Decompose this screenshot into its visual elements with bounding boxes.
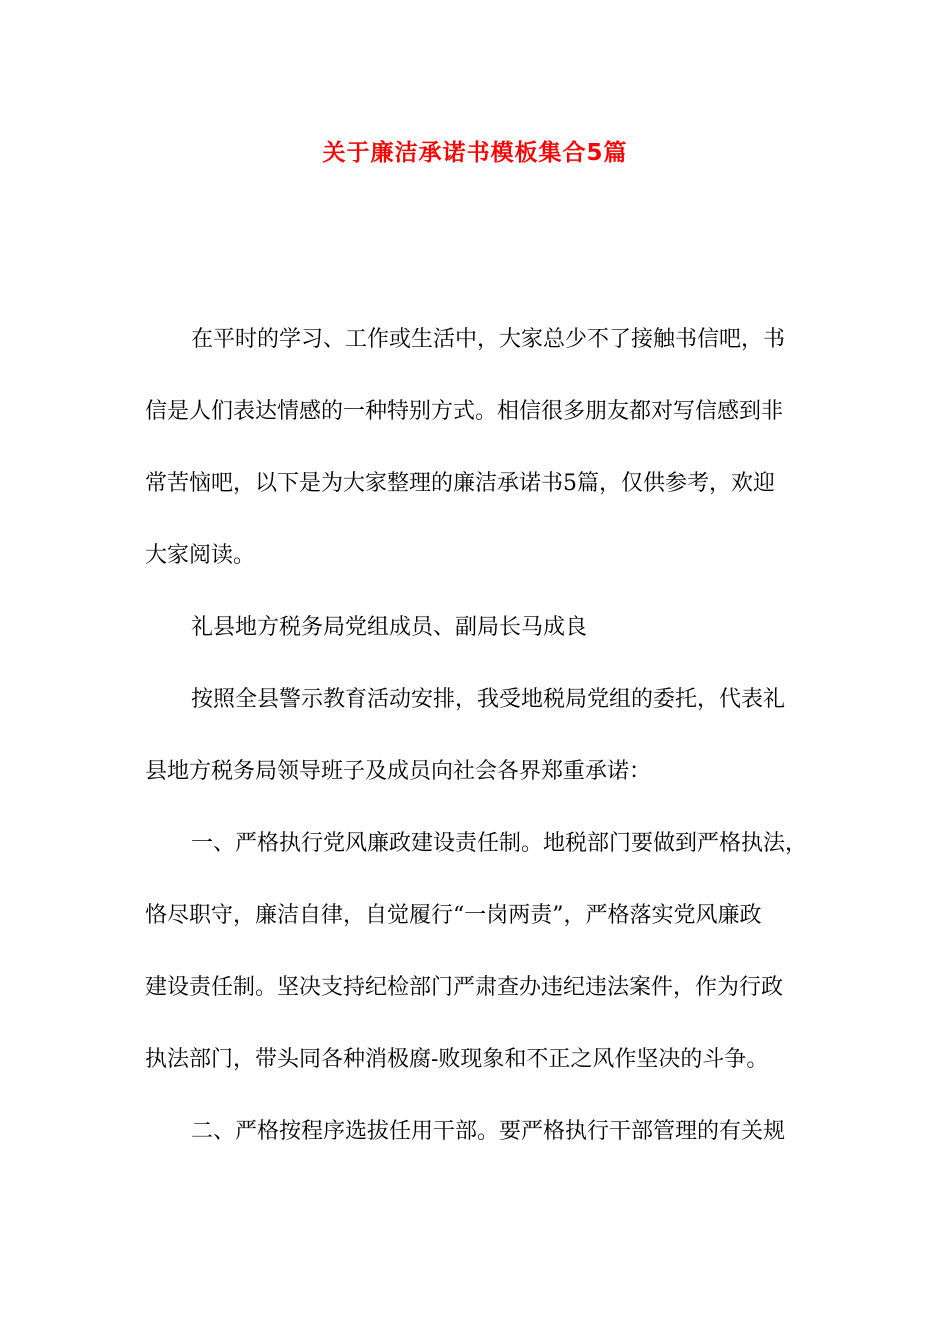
paragraph-line: 按照全县警示教育活动安排，我受地税局党组的委托，代表礼 — [191, 687, 786, 712]
paragraph-line: 恪尽职守，廉洁自律，自觉履行“一岗两责”，严格落实党风廉政 — [145, 903, 762, 928]
document-title: 关于廉洁承诺书模板集合5篇 — [322, 140, 628, 166]
paragraph-line: 常苦恼吧，以下是为大家整理的廉洁承诺书5篇，仅供参考，欢迎 — [145, 471, 775, 496]
paragraph-line: 一、严格执行党风廉政建设责任制。地税部门要做到严格执法， — [191, 831, 808, 856]
paragraph-line: 建设责任制。坚决支持纪检部门严肃查办违纪违法案件，作为行政 — [145, 975, 784, 1000]
paragraph-line: 信是人们表达情感的一种特别方式。相信很多朋友都对写信感到非 — [145, 399, 784, 424]
paragraph-line: 二、严格按程序选拔任用干部。要严格执行干部管理的有关规 — [191, 1119, 786, 1144]
paragraph-line: 在平时的学习、工作或生活中，大家总少不了接触书信吧，书 — [191, 327, 786, 352]
paragraph-line: 执法部门，带头同各种消极腐-败现象和不正之风作坚决的斗争。 — [145, 1047, 769, 1072]
document-body — [145, 316, 815, 1156]
paragraph-line: 大家阅读。 — [145, 543, 256, 568]
paragraph-line: 县地方税务局领导班子及成员向社会各界郑重承诺： — [145, 759, 652, 784]
author-line: 礼县地方税务局党组成员、副局长马成良 — [191, 615, 588, 640]
